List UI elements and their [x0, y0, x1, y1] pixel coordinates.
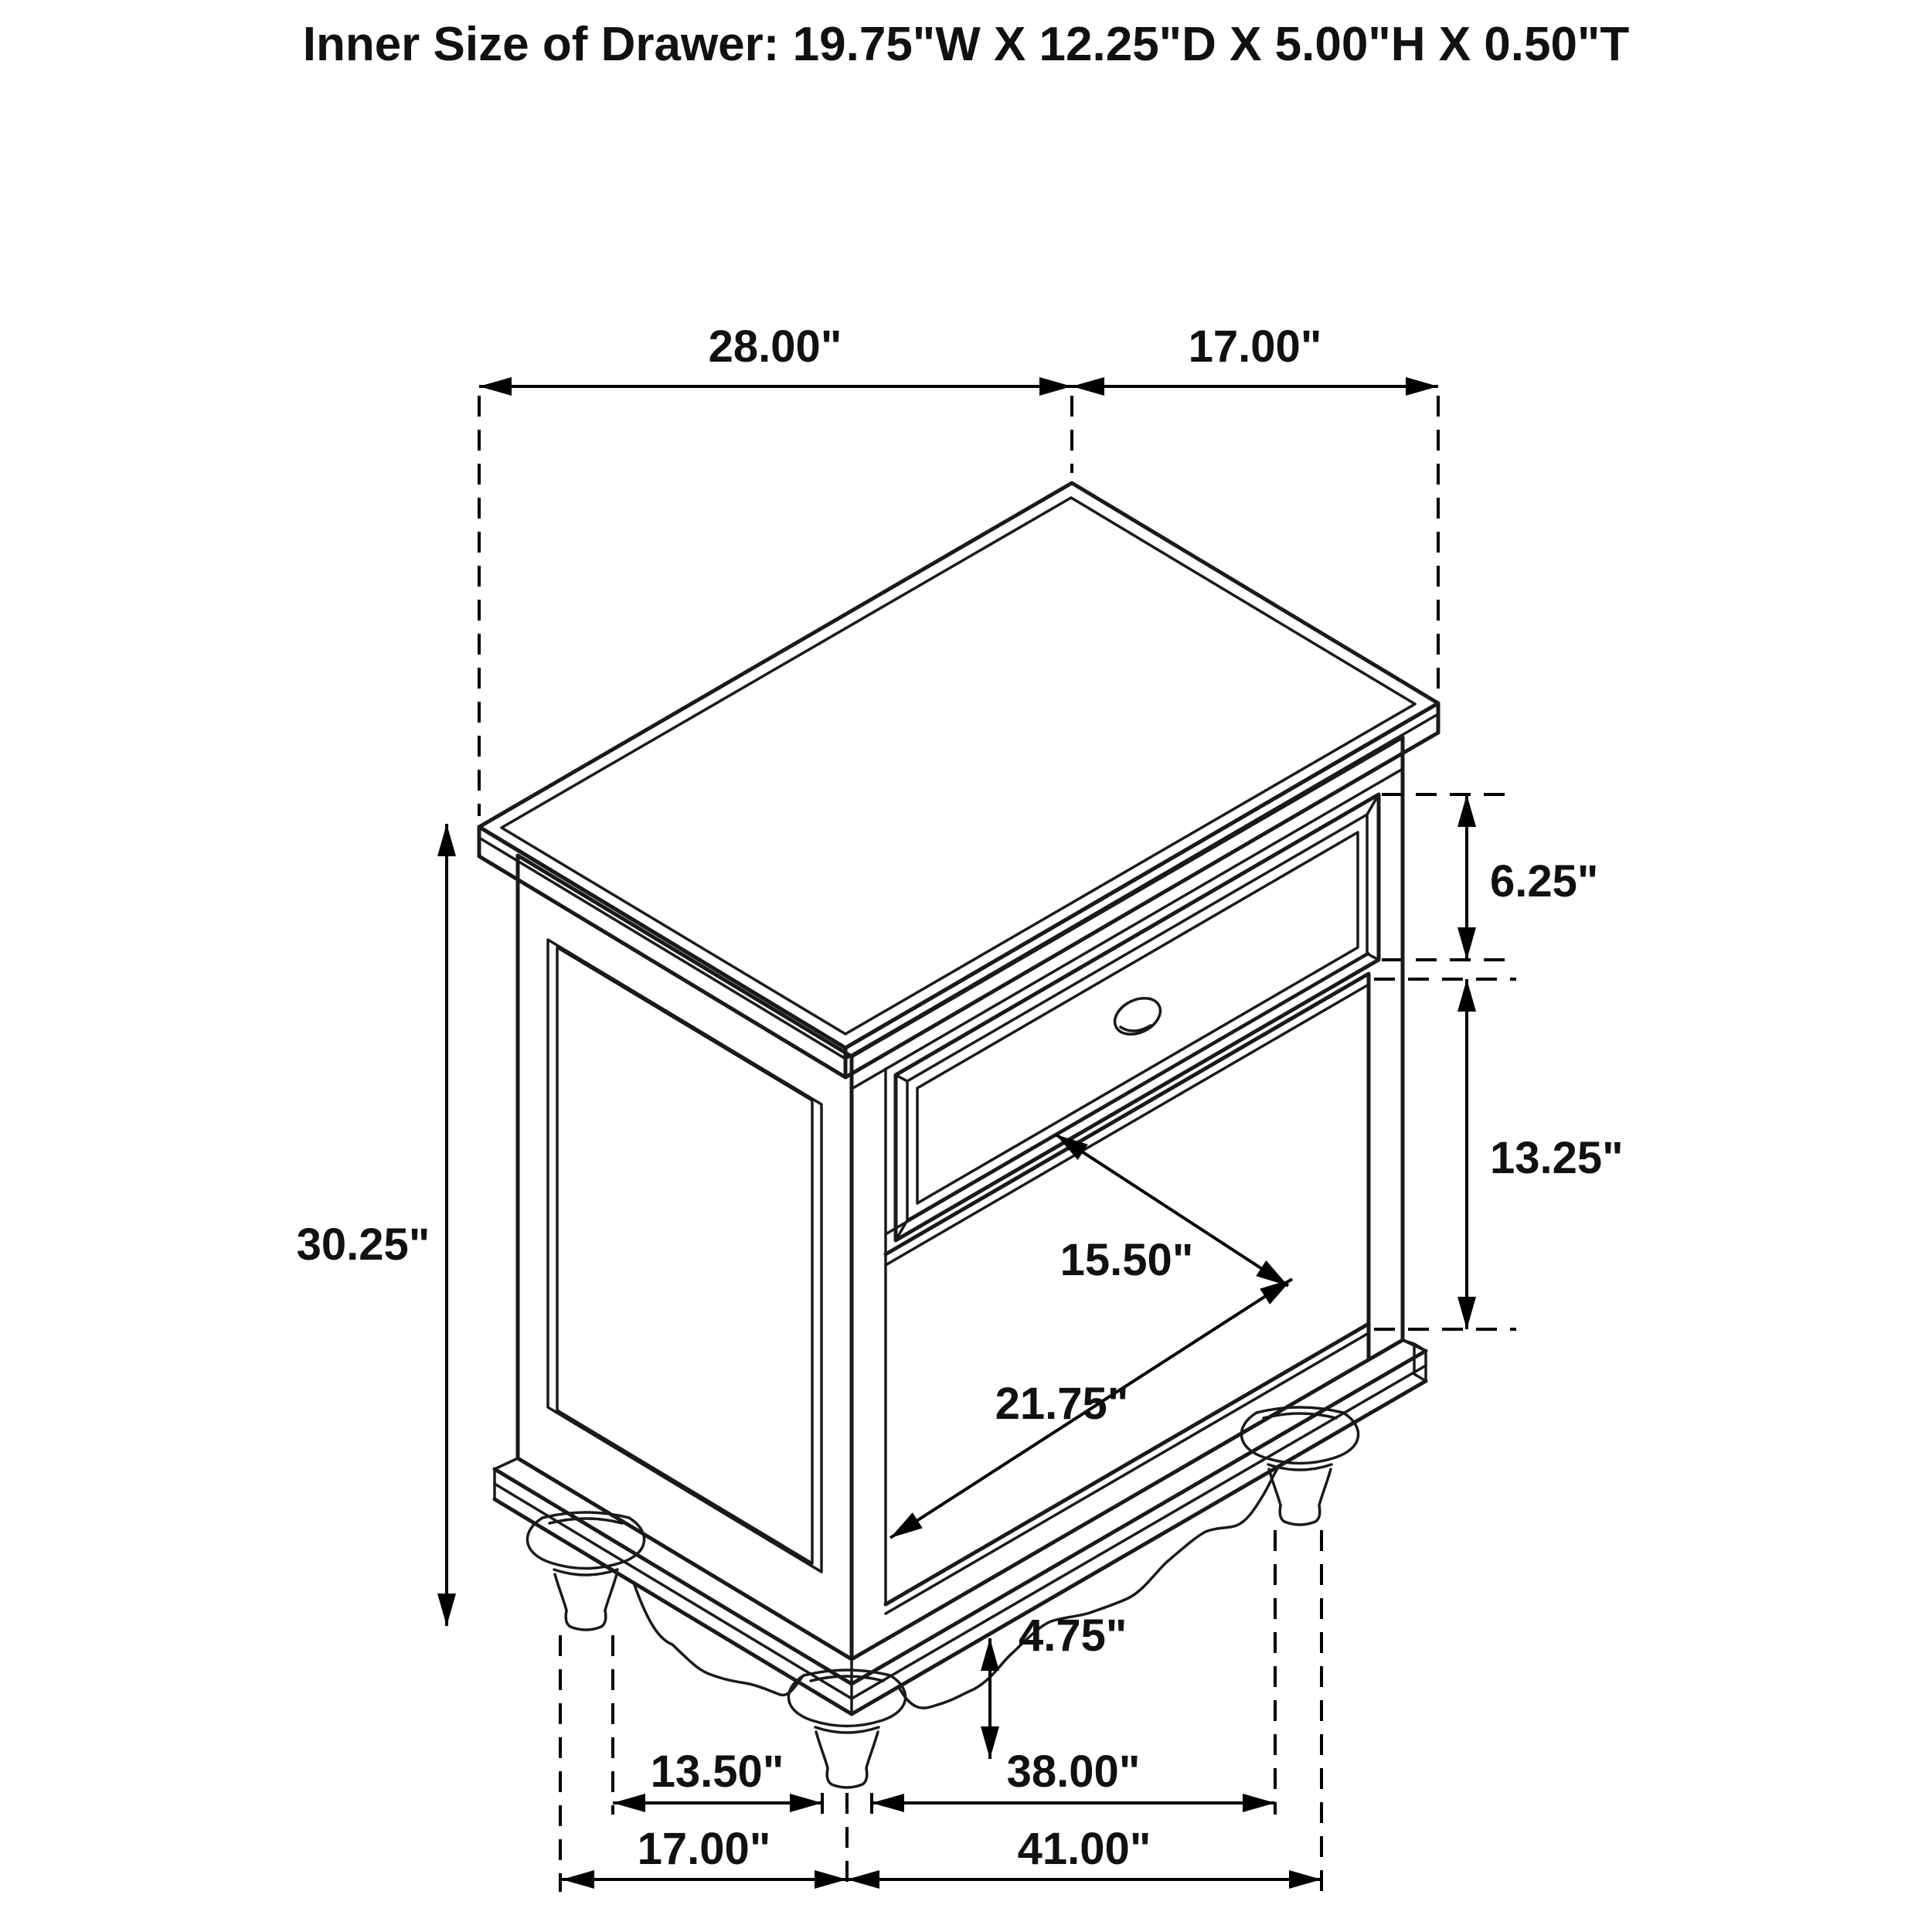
front-frame: [852, 737, 1403, 1659]
dim-label-drawer-height: 6.25": [1490, 856, 1599, 906]
dim-label-overall-height: 30.25": [296, 1219, 430, 1270]
dim-label-feet-width: 38.00": [1006, 1747, 1141, 1797]
dim-label-feet-depth: 13.50": [650, 1747, 784, 1797]
nightstand-drawing: [479, 483, 1438, 1787]
drawer-front: [896, 794, 1379, 1240]
dimension-lines: [437, 377, 1476, 1889]
dim-label-opening-height: 13.25": [1490, 1133, 1624, 1183]
drawing-title: Inner Size of Drawer: 19.75"W X 12.25"D X 5.00"H X 0.50"T: [302, 18, 1630, 71]
left-side-panel: [518, 855, 852, 1659]
drawer-knob: [1109, 992, 1166, 1042]
dim-label-shelf-depth: 15.50": [1060, 1235, 1194, 1285]
dim-label-base-width: 41.00": [1017, 1824, 1151, 1874]
dim-label-shelf-width: 21.75": [995, 1379, 1129, 1429]
dim-label-base-depth: 17.00": [637, 1824, 771, 1874]
dim-label-top-width: 28.00": [708, 321, 842, 372]
dim-label-leg-height: 4.75": [1019, 1611, 1128, 1661]
dim-label-top-depth: 17.00": [1188, 321, 1322, 372]
